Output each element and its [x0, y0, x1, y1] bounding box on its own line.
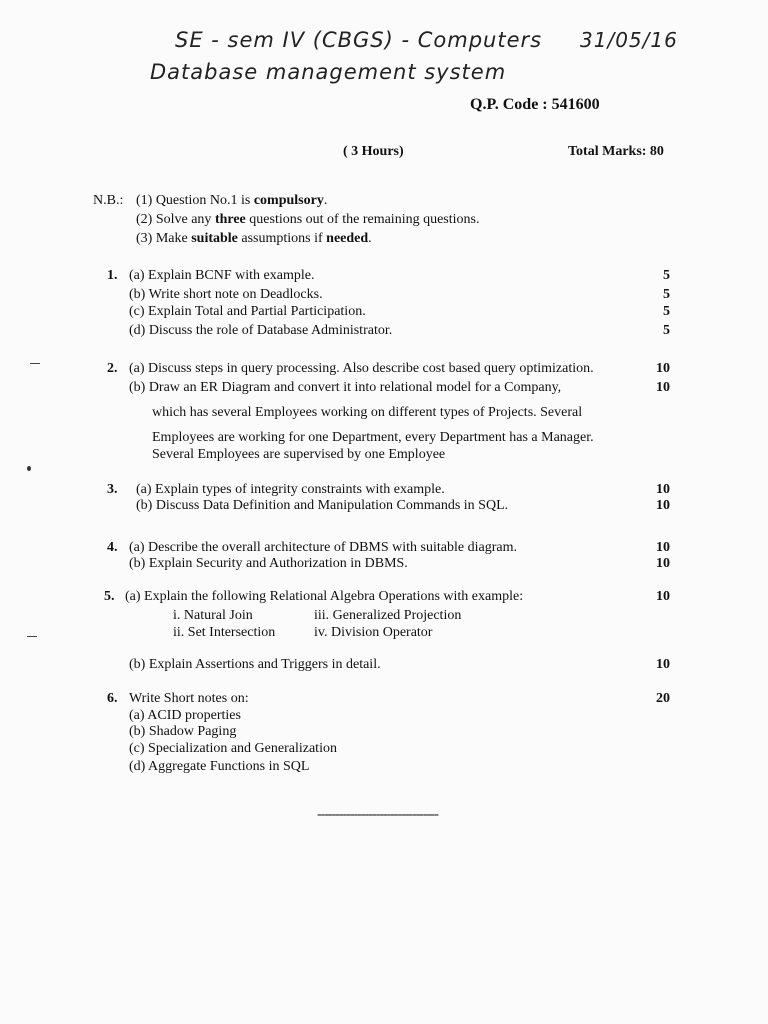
question-5b-marks: 10 — [656, 657, 670, 672]
question-3a: (a) Explain types of integrity constraints with example. — [136, 482, 445, 497]
question-2a-marks: 10 — [656, 361, 670, 376]
question-5a-op-2: ii. Set Intersection — [173, 625, 276, 640]
question-4b-marks: 10 — [656, 556, 670, 571]
question-2a: (a) Discuss steps in query processing. Also describe cost based query optimization. — [129, 361, 594, 376]
duration: ( 3 Hours) — [343, 144, 404, 159]
question-5-number: 5. — [104, 589, 115, 604]
question-6d: (d) Aggregate Functions in SQL — [129, 759, 310, 774]
total-marks: Total Marks: 80 — [568, 144, 664, 159]
question-1a-marks: 5 — [663, 268, 670, 283]
question-6-number: 6. — [107, 691, 118, 706]
qp-code: Q.P. Code : 541600 — [470, 96, 600, 113]
question-6-marks: 20 — [656, 691, 670, 706]
question-2b-continued-1: which has several Employees working on different types of Projects. Several — [152, 405, 583, 420]
question-2b-continued-2: Employees are working for one Department, every Department has a Manager. — [152, 430, 594, 445]
question-3a-marks: 10 — [656, 482, 670, 497]
scan-mark — [27, 466, 31, 471]
question-1d: (d) Discuss the role of Database Administrator. — [129, 323, 393, 338]
question-1c-marks: 5 — [663, 304, 670, 319]
question-3-number: 3. — [107, 482, 118, 497]
question-1c: (c) Explain Total and Partial Participation. — [129, 304, 366, 319]
question-6c: (c) Specialization and Generalization — [129, 741, 337, 756]
handwritten-date: 31/05/16 — [580, 28, 678, 52]
nb-label: N.B.: — [93, 193, 124, 208]
question-3b: (b) Discuss Data Definition and Manipulation Commands in SQL. — [136, 498, 509, 513]
scan-mark — [27, 636, 37, 637]
nb-item-3: (3) Make suitable assumptions if needed. — [136, 231, 372, 246]
question-4a: (a) Describe the overall architecture of DBMS with suitable diagram. — [129, 540, 517, 555]
question-1d-marks: 5 — [663, 323, 670, 338]
question-6a: (a) ACID properties — [129, 708, 241, 723]
question-1b: (b) Write short note on Deadlocks. — [129, 287, 323, 302]
end-divider: --------------------------------- — [317, 807, 438, 822]
question-5a-marks: 10 — [656, 589, 670, 604]
question-5a-op-4: iv. Division Operator — [314, 625, 433, 640]
question-2b: (b) Draw an ER Diagram and convert it into relational model for a Company, — [129, 380, 562, 395]
question-2-number: 2. — [107, 361, 118, 376]
question-3b-marks: 10 — [656, 498, 670, 513]
question-6-title: Write Short notes on: — [129, 691, 249, 706]
question-1b-marks: 5 — [663, 287, 670, 302]
question-4-number: 4. — [107, 540, 118, 555]
question-5a-op-1: i. Natural Join — [173, 608, 253, 623]
question-2b-continued-3: Several Employees are supervised by one Employee — [152, 447, 446, 462]
question-2b-marks: 10 — [656, 380, 670, 395]
nb-item-1: (1) Question No.1 is compulsory. — [136, 193, 328, 208]
question-5a: (a) Explain the following Relational Algebra Operations with example: — [125, 589, 524, 604]
handwritten-course-line: SE - sem IV (CBGS) - Computers — [175, 28, 543, 52]
question-4a-marks: 10 — [656, 540, 670, 555]
question-5b: (b) Explain Assertions and Triggers in detail. — [129, 657, 381, 672]
scan-mark — [30, 363, 40, 364]
nb-item-2: (2) Solve any three questions out of the remaining questions. — [136, 212, 480, 227]
question-6b: (b) Shadow Paging — [129, 724, 237, 739]
question-4b: (b) Explain Security and Authorization in DBMS. — [129, 556, 408, 571]
question-5a-op-3: iii. Generalized Projection — [314, 608, 462, 623]
question-1-number: 1. — [107, 268, 118, 283]
handwritten-subject-line: Database management system — [150, 60, 507, 84]
question-1a: (a) Explain BCNF with example. — [129, 268, 315, 283]
